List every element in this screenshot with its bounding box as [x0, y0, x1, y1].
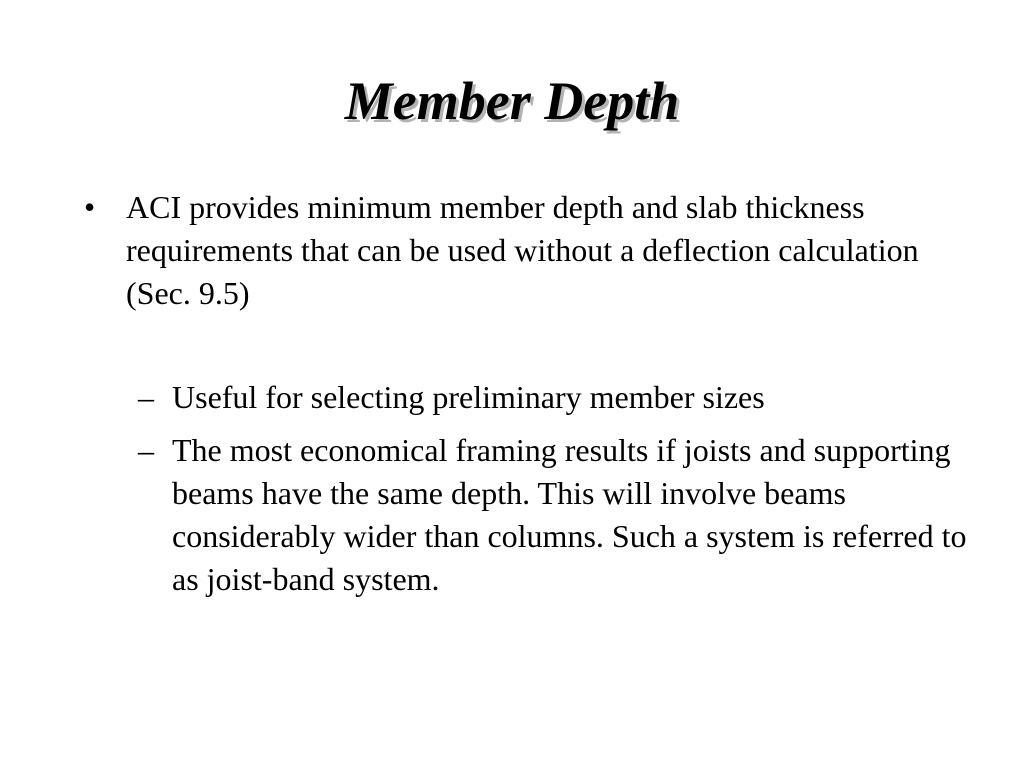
bullet-item [84, 186, 964, 315]
slide-title: Member Depth [344, 71, 680, 131]
sub-bullet-item [138, 376, 998, 419]
bullet-text: ACI provides minimum member depth and slab thickness requirements that can be used without a deflection calculation (Sec. 9.5) [126, 189, 919, 311]
sub-bullet-item [138, 429, 998, 601]
sub-bullet-text: Useful for selecting preliminary member sizes [172, 379, 765, 415]
bullet-marker: • [84, 189, 96, 225]
sub-bullet-list [138, 376, 998, 611]
dash-marker: – [138, 432, 154, 468]
dash-marker: – [138, 379, 154, 415]
bullet-list [84, 186, 967, 597]
sub-bullet-text: The most economical framing results if joists and supporting beams have the same depth. This will involve beams considerably wider than columns. Such a system is referred to as joist-band system. [172, 432, 967, 597]
